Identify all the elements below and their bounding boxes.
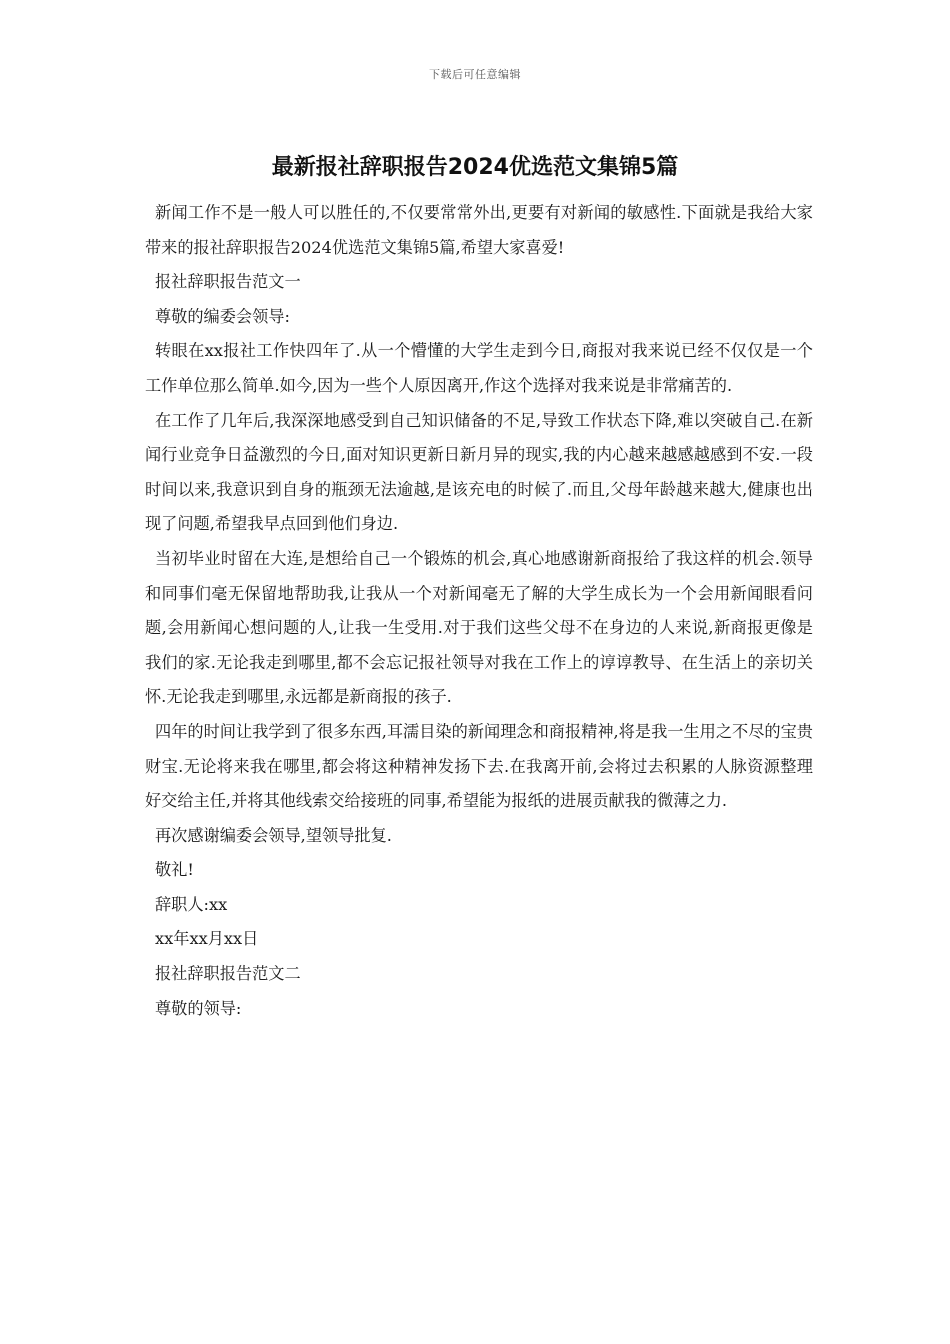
- paragraph-intro: 新闻工作不是一般人可以胜任的,不仅要常常外出,更要有对新闻的敏感性.下面就是我给大家带来的报社辞职报告2024优选范文集锦5篇,希望大家喜爱!: [145, 203, 813, 257]
- salutation-2: 尊敬的领导:: [155, 998, 242, 1018]
- section-heading-2: 报社辞职报告范文二: [155, 964, 301, 984]
- header-note: 下载后可任意编辑: [429, 68, 521, 81]
- paragraph: 转眼在xx报社工作快四年了.从一个懵懂的大学生走到今日,商报对我来说已经不仅仅是一个工作单位那么简单.如今,因为一些个人原因离开,作这个选择对我来说是非常痛苦的.: [145, 341, 813, 395]
- salutation-1: 尊敬的编委会领导:: [155, 306, 290, 326]
- closing-line: 再次感谢编委会领导,望领导批复.: [155, 825, 392, 845]
- paragraph: 四年的时间让我学到了很多东西,耳濡目染的新闻理念和商报精神,将是我一生用之不尽的宝贵财宝.无论将来我在哪里,都会将这种精神发扬下去.在我离开前,会将过去积累的人脉资源整理好交给主任,并将其他线索交给接班的同事,希望能为报纸的进展贡献我的微薄之力.: [145, 721, 813, 811]
- closing-salute: 敬礼!: [155, 860, 194, 880]
- document-title: 最新报社辞职报告2024优选范文集锦5篇: [271, 155, 679, 180]
- date-line: xx年xx月xx日: [155, 929, 259, 949]
- paragraph: 当初毕业时留在大连,是想给自己一个锻炼的机会,真心地感谢新商报给了我这样的机会.领导和同事们毫无保留地帮助我,让我从一个对新闻毫无了解的大学生成长为一个会用新闻眼看问题,会用新闻心想问题的人,让我一生受用.对于我们这些父母不在身边的人来说,新商报更像是我们的家.无论我走到哪里,都不会忘记报社领导对我在工作上的谆谆教导、在生活上的亲切关怀.无论我走到哪里,永远都是新商报的孩子.: [145, 548, 813, 707]
- document-body: [145, 196, 813, 1026]
- section-heading-1: 报社辞职报告范文一: [155, 272, 301, 292]
- paragraph: 在工作了几年后,我深深地感受到自己知识储备的不足,导致工作状态下降,难以突破自己.在新闻行业竞争日益激烈的今日,面对知识更新日新月异的现实,我的内心越来越感越感到不安.一段时间以来,我意识到自身的瓶颈无法逾越,是该充电的时候了.而且,父母年龄越来越大,健康也出现了问题,希望我早点回到他们身边.: [145, 410, 813, 534]
- signature-line: 辞职人:xx: [155, 894, 228, 914]
